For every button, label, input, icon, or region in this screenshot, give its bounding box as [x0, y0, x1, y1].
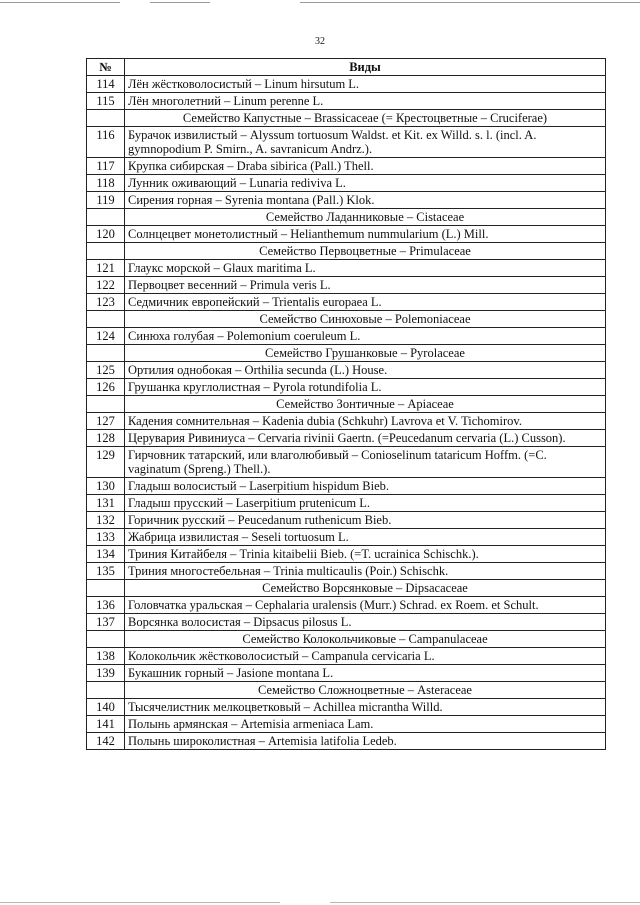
- table-header-row: [87, 59, 606, 76]
- table-row: [87, 529, 606, 546]
- table-row: [87, 597, 606, 614]
- species-number: 124: [87, 328, 125, 345]
- family-number-cell: [87, 396, 125, 413]
- table-row: [87, 413, 606, 430]
- page-number: 32: [315, 36, 325, 47]
- family-row: [87, 631, 606, 648]
- species-number: 115: [87, 93, 125, 110]
- species-number: 136: [87, 597, 125, 614]
- table-row: [87, 699, 606, 716]
- family-row: [87, 209, 606, 226]
- family-number-cell: [87, 631, 125, 648]
- species-name: Лён жёстковолосистый – Linum hirsutum L.: [125, 76, 606, 93]
- species-name: Букашник горный – Jasione montana L.: [125, 665, 606, 682]
- table-row: [87, 733, 606, 750]
- species-name: Гирчовник татарский, или влаголюбивый – Conioselinum tataricum Hoffm. (=C. vaginatum (Spreng.) Thell.).: [125, 447, 606, 478]
- family-row: [87, 396, 606, 413]
- species-number: 135: [87, 563, 125, 580]
- species-number: 130: [87, 478, 125, 495]
- species-name: Синюха голубая – Polemonium coeruleum L.: [125, 328, 606, 345]
- table-row: [87, 192, 606, 209]
- species-name: Глаукс морской – Glaux maritima L.: [125, 260, 606, 277]
- species-name: Триния Китайбеля – Trinia kitaibelii Bieb. (=T. ucrainica Schischk.).: [125, 546, 606, 563]
- table-row: [87, 76, 606, 93]
- species-number: 137: [87, 614, 125, 631]
- table-row: [87, 716, 606, 733]
- species-number: 126: [87, 379, 125, 396]
- species-name: Лунник оживающий – Lunaria rediviva L.: [125, 175, 606, 192]
- family-name: Семейство Капустные – Brassicaceae (= Крестоцветные – Cruciferae): [125, 110, 606, 127]
- species-name: Лён многолетний – Linum perenne L.: [125, 93, 606, 110]
- table-row: [87, 294, 606, 311]
- species-number: 116: [87, 127, 125, 158]
- table-row: [87, 158, 606, 175]
- species-number: 123: [87, 294, 125, 311]
- table-row: [87, 447, 606, 478]
- species-name: Солнцецвет монетолистный – Helianthemum nummularium (L.) Mill.: [125, 226, 606, 243]
- family-row: [87, 580, 606, 597]
- table-row: [87, 127, 606, 158]
- species-number: 127: [87, 413, 125, 430]
- table-body: [87, 76, 606, 750]
- species-number: 121: [87, 260, 125, 277]
- table-row: [87, 93, 606, 110]
- species-number: 118: [87, 175, 125, 192]
- scan-edge-top: [0, 0, 640, 6]
- family-name: Семейство Синюховые – Polemoniaceae: [125, 311, 606, 328]
- table-row: [87, 614, 606, 631]
- species-name: Жабрица извилистая – Seseli tortuosum L.: [125, 529, 606, 546]
- species-number: 139: [87, 665, 125, 682]
- species-name: Ортилия однобокая – Orthilia secunda (L.) House.: [125, 362, 606, 379]
- species-number: 120: [87, 226, 125, 243]
- table-row: [87, 495, 606, 512]
- family-name: Семейство Колокольчиковые – Campanulaceae: [125, 631, 606, 648]
- table-row: [87, 175, 606, 192]
- family-number-cell: [87, 311, 125, 328]
- header-species: Виды: [125, 59, 606, 76]
- species-name: Колокольчик жёстковолосистый – Campanula cervicaria L.: [125, 648, 606, 665]
- table-row: [87, 379, 606, 396]
- species-name: Церувария Ривиниуса – Cervaria rivinii Gaertn. (=Peucedanum cervaria (L.) Cusson).: [125, 430, 606, 447]
- species-number: 141: [87, 716, 125, 733]
- table-row: [87, 478, 606, 495]
- species-number: 119: [87, 192, 125, 209]
- table-row: [87, 226, 606, 243]
- family-number-cell: [87, 682, 125, 699]
- species-name: Полынь армянская – Artemisia armeniaca Lam.: [125, 716, 606, 733]
- family-row: [87, 311, 606, 328]
- species-number: 132: [87, 512, 125, 529]
- species-name: Головчатка уральская – Cephalaria uralensis (Murr.) Schrad. ex Roem. et Schult.: [125, 597, 606, 614]
- species-number: 125: [87, 362, 125, 379]
- species-name: Сирения горная – Syrenia montana (Pall.) Klok.: [125, 192, 606, 209]
- species-name: Грушанка круглолистная – Pyrola rotundifolia L.: [125, 379, 606, 396]
- species-number: 122: [87, 277, 125, 294]
- family-number-cell: [87, 209, 125, 226]
- family-name: Семейство Грушанковые – Pyrolaceae: [125, 345, 606, 362]
- table-row: [87, 648, 606, 665]
- family-number-cell: [87, 110, 125, 127]
- species-name: Бурачок извилистый – Alyssum tortuosum Waldst. et Kit. ex Willd. s. l. (incl. A. gymnopodium P. Smirn., A. savranicum Andrz.).: [125, 127, 606, 158]
- species-name: Крупка сибирская – Draba sibirica (Pall.) Thell.: [125, 158, 606, 175]
- header-number: №: [87, 59, 125, 76]
- species-name: Гладыш прусский – Laserpitium prutenicum L.: [125, 495, 606, 512]
- species-name: Горичник русский – Peucedanum ruthenicum Bieb.: [125, 512, 606, 529]
- species-name: Тысячелистник мелкоцветковый – Achillea micrantha Willd.: [125, 699, 606, 716]
- scan-edge-bottom: [0, 899, 640, 905]
- table-row: [87, 512, 606, 529]
- table-row: [87, 328, 606, 345]
- table-row: [87, 362, 606, 379]
- table-row: [87, 665, 606, 682]
- family-name: Семейство Зонтичные – Apiaceae: [125, 396, 606, 413]
- species-table: [86, 58, 606, 750]
- species-name: Кадения сомнительная – Kadenia dubia (Schkuhr) Lavrova et V. Tichomirov.: [125, 413, 606, 430]
- species-name: Ворсянка волосистая – Dipsacus pilosus L.: [125, 614, 606, 631]
- species-name: Гладыш волосистый – Laserpitium hispidum Bieb.: [125, 478, 606, 495]
- species-number: 128: [87, 430, 125, 447]
- species-name: Седмичник европейский – Trientalis europaea L.: [125, 294, 606, 311]
- species-number: 138: [87, 648, 125, 665]
- table-row: [87, 430, 606, 447]
- species-number: 140: [87, 699, 125, 716]
- species-number: 129: [87, 447, 125, 478]
- species-number: 117: [87, 158, 125, 175]
- species-number: 142: [87, 733, 125, 750]
- species-number: 114: [87, 76, 125, 93]
- family-row: [87, 345, 606, 362]
- family-number-cell: [87, 580, 125, 597]
- species-number: 133: [87, 529, 125, 546]
- family-row: [87, 243, 606, 260]
- family-name: Семейство Первоцветные – Primulaceae: [125, 243, 606, 260]
- table-row: [87, 563, 606, 580]
- family-row: [87, 682, 606, 699]
- species-name: Триния многостебельная – Trinia multicaulis (Poir.) Schischk.: [125, 563, 606, 580]
- family-number-cell: [87, 243, 125, 260]
- family-name: Семейство Ворсянковые – Dipsacaceae: [125, 580, 606, 597]
- family-number-cell: [87, 345, 125, 362]
- species-name: Полынь широколистная – Artemisia latifolia Ledeb.: [125, 733, 606, 750]
- species-number: 131: [87, 495, 125, 512]
- table-row: [87, 277, 606, 294]
- table-row: [87, 260, 606, 277]
- family-row: [87, 110, 606, 127]
- species-number: 134: [87, 546, 125, 563]
- table-row: [87, 546, 606, 563]
- species-name: Первоцвет весенний – Primula veris L.: [125, 277, 606, 294]
- family-name: Семейство Сложноцветные – Asteraceae: [125, 682, 606, 699]
- family-name: Семейство Ладанниковые – Cistaceae: [125, 209, 606, 226]
